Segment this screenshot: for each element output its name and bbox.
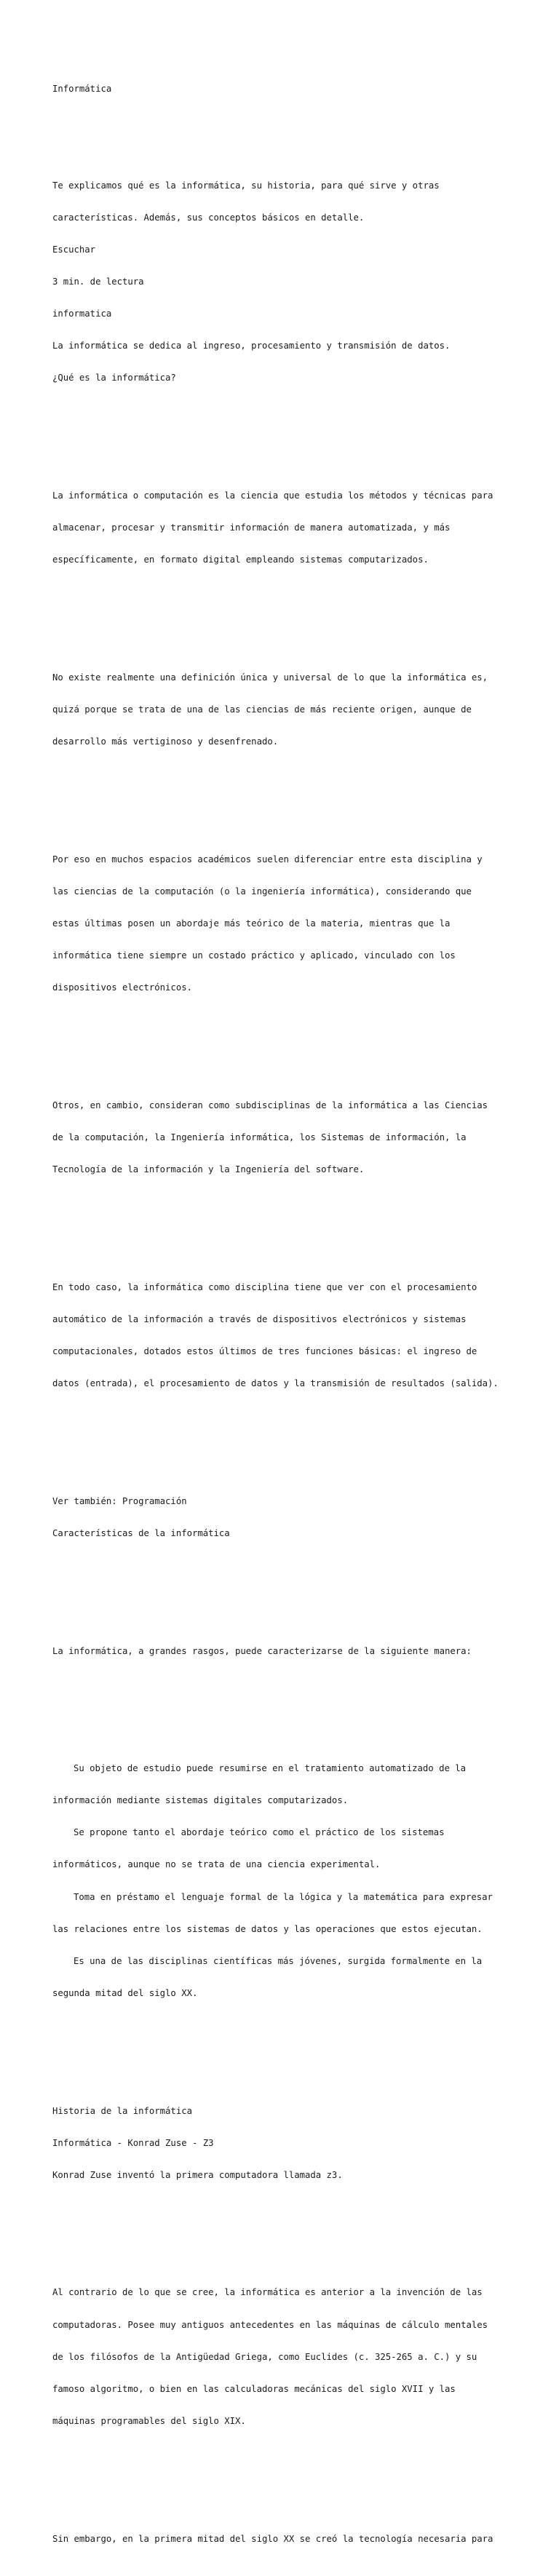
paragraph-line: las ciencias de la computación (o la ingeniería informática), considerando que [52, 886, 472, 897]
paragraph-line: La informática, a grandes rasgos, puede caracterizarse de la siguiente manera: [52, 1645, 472, 1656]
paragraph-line: desarrollo más vertiginoso y desenfrenado. [52, 736, 279, 747]
reading-time: 3 min. de lectura [52, 276, 144, 287]
paragraph-line: automático de la información a través de dispositivos electrónicos y sistemas [52, 1313, 467, 1324]
image-caption: Konrad Zuse inventó la primera computadora llamada z3. [52, 2169, 343, 2180]
list-item: Su objeto de estudio puede resumirse en el tratamiento automatizado de la [74, 1763, 466, 1774]
paragraph-line: estas últimas posen un abordaje más teórico de la materia, mientras que la [52, 918, 451, 929]
intro-line: Te explicamos qué es la informática, su historia, para qué sirve y otras [52, 180, 440, 191]
list-item: Se propone tanto el abordaje teórico como el práctico de los sistemas [74, 1827, 445, 1838]
paragraph-line: máquinas programables del siglo XIX. [52, 2415, 246, 2426]
paragraph-line: informática tiene siempre un costado práctico y aplicado, vinculado con los [52, 950, 456, 961]
paragraph [52, 1078, 547, 1196]
paragraph-line: quizá porque se trata de una de las ciencias de más reciente origen, aunque de [52, 704, 472, 715]
paragraph-line: Sin embargo, en la primera mitad del siglo XX se creó la tecnología necesaria para [52, 2533, 493, 2544]
section-heading: Características de la informática [52, 1527, 230, 1538]
document-body [52, 63, 547, 2576]
section-heading: ¿Qué es la informática? [52, 373, 176, 383]
paragraph-line: de los filósofos de la Antigüedad Griega, como Euclides (c. 325-265 a. C.) y su [52, 2351, 477, 2362]
list-item-continuation: las relaciones entre los sistemas de datos y las operaciones que estos ejecutan. [52, 1923, 483, 1934]
history-block [52, 2084, 547, 2202]
paragraph-line: Por eso en muchos espacios académicos suelen diferenciar entre esta disciplina y [52, 854, 483, 864]
intro-block [52, 159, 547, 405]
paragraph [52, 2512, 547, 2566]
list-item: Es una de las disciplinas científicas más jóvenes, surgida formalmente en la [74, 1955, 483, 1966]
paragraph-line: específicamente, en formato digital empleando sistemas computarizados. [52, 554, 429, 565]
list-item-continuation: segunda mitad del siglo XX. [52, 1987, 198, 1998]
paragraph-line: famoso algoritmo, o bien en las calculadoras mecánicas del siglo XVII y las [52, 2383, 456, 2394]
see-also-block [52, 1474, 547, 1560]
paragraph-line: computadoras. Posee muy antiguos antecedentes en las máquinas de cálculo mentales [52, 2319, 488, 2330]
section-heading: Historia de la informática [52, 2105, 192, 2116]
paragraph-line: En todo caso, la informática como disciplina tiene que ver con el procesamiento [52, 1281, 477, 1292]
list-item: Toma en préstamo el lenguaje formal de la lógica y la matemática para expresar [74, 1891, 493, 1902]
paragraph [52, 651, 547, 768]
image-label: Informática - Konrad Zuse - Z3 [52, 2137, 214, 2148]
page-title: Informática [52, 84, 112, 95]
paragraph [52, 832, 547, 1014]
see-also-link: Ver también: Programación [52, 1495, 187, 1506]
paragraph-line: de la computación, la Ingeniería informática, los Sistemas de información, la [52, 1132, 467, 1142]
paragraph-line: Al contrario de lo que se cree, la informática es anterior a la invención de las [52, 2287, 483, 2298]
paragraph [52, 1260, 547, 1410]
list-item-continuation: información mediante sistemas digitales computarizados. [52, 1795, 349, 1806]
paragraph-line: computacionales, dotados estos últimos de tres funciones básicas: el ingreso de [52, 1345, 477, 1356]
image-caption: La informática se dedica al ingreso, procesamiento y transmisión de datos. [52, 341, 451, 351]
paragraph [52, 2266, 547, 2448]
paragraph-line: Otros, en cambio, consideran como subdisciplinas de la informática a las Ciencias [52, 1100, 488, 1110]
paragraph-line: datos (entrada), el procesamiento de datos y la transmisión de resultados (salida). [52, 1378, 499, 1388]
paragraph-line: Tecnología de la información y la Ingeniería del software. [52, 1164, 365, 1175]
image-label: informatica [52, 309, 112, 319]
list-item-continuation: informáticos, aunque no se trata de una ciencia experimental. [52, 1859, 381, 1870]
listen-label: Escuchar [52, 244, 96, 255]
paragraph-line: La informática o computación es la ciencia que estudia los métodos y técnicas para [52, 490, 493, 501]
paragraph-line: No existe realmente una definición única y universal de lo que la informática es, [52, 672, 488, 683]
paragraph [52, 469, 547, 587]
paragraph-line: dispositivos electrónicos. [52, 982, 192, 993]
characteristics-list [52, 1742, 547, 2020]
paragraph [52, 1624, 547, 1678]
paragraph-line: almacenar, procesar y transmitir información de manera automatizada, y más [52, 522, 451, 533]
intro-line: características. Además, sus conceptos básicos en detalle. [52, 212, 365, 223]
